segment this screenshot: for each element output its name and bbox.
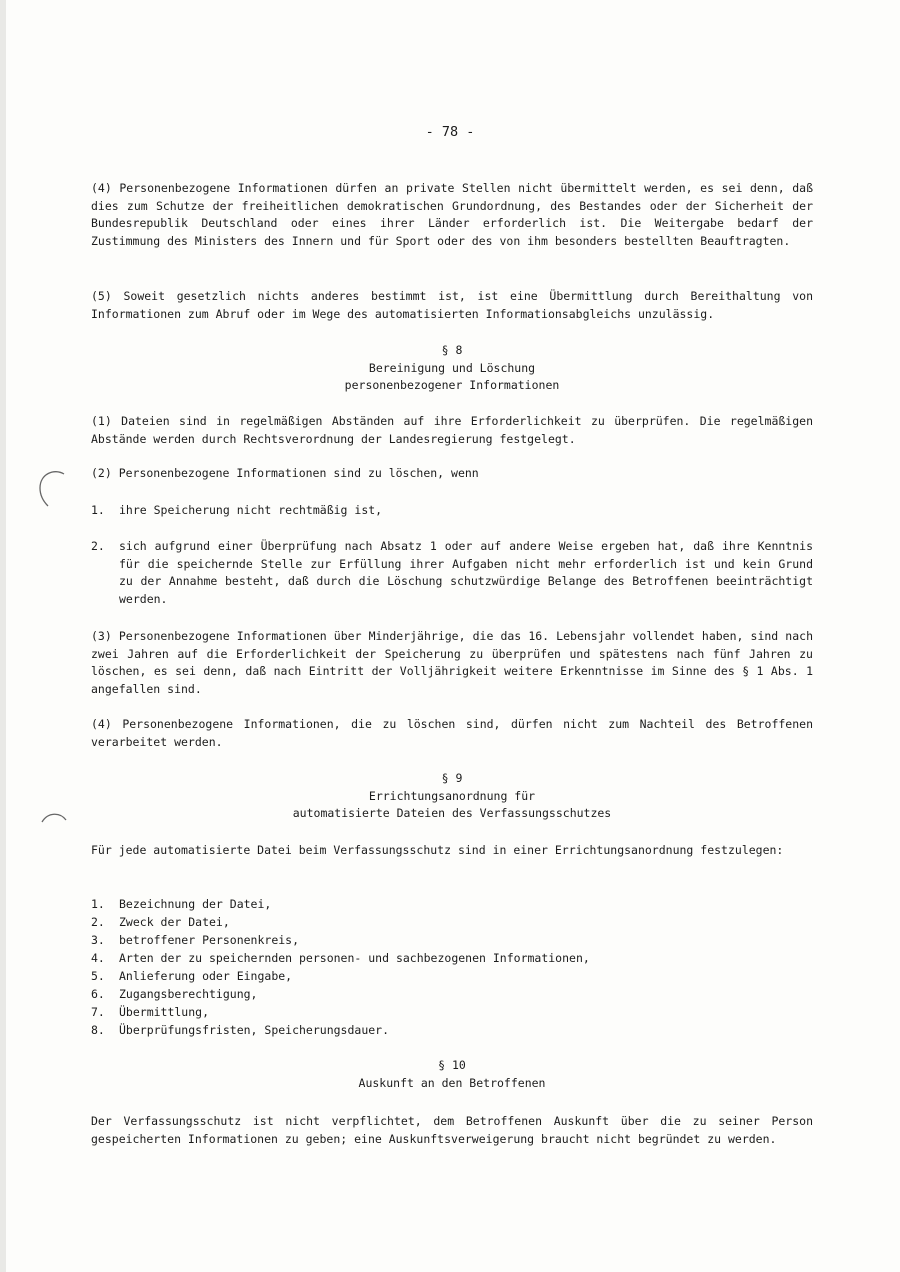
list-item-text: Zweck der Datei, (119, 915, 230, 929)
list-item (91, 967, 813, 985)
list-item (91, 913, 813, 931)
section-10-title-line1: Auskunft an den Betroffenen (358, 1075, 546, 1090)
section-8-number: § 8 (441, 343, 463, 357)
list-item-text: Zugangsberechtigung, (119, 987, 258, 1001)
list-item-number: 8. (91, 1023, 105, 1037)
list-item-text: Arten der zu speichernden personen- und sachbezogenen Informationen, (119, 951, 590, 965)
section-8-title-line1: Bereinigung und Löschung (368, 360, 536, 375)
list-item (91, 1021, 813, 1039)
list-item-number: 4. (91, 951, 105, 965)
list-item (91, 1003, 813, 1021)
list-item-number: 7. (91, 1005, 105, 1019)
section-9-heading (91, 770, 813, 823)
section-9-title-line2: automatisierte Dateien des Verfassungsschutzes (292, 806, 612, 821)
list-item (91, 985, 813, 1003)
list-item-number: 3. (91, 933, 105, 947)
section-9-intro: Für jede automatisierte Datei beim Verfassungsschutz sind in einer Errichtungsanordnung festzulegen: (91, 843, 784, 857)
list-item-number: 1. (91, 503, 105, 517)
punch-hole-mark-lower (36, 808, 70, 838)
list-item (91, 895, 813, 913)
list-item-text: Übermittlung, (119, 1005, 210, 1019)
list-item-number: 5. (91, 969, 105, 983)
section-9-list (91, 895, 813, 1039)
list-item-text: Bezeichnung der Datei, (119, 897, 272, 911)
section-9-number: § 9 (441, 771, 463, 785)
section-10-heading (91, 1057, 813, 1092)
list-item-number: 2. (91, 915, 105, 929)
list-item-number: 6. (91, 987, 105, 1001)
section-10-number: § 10 (438, 1058, 466, 1072)
paragraph-7-4: (4) Personenbezogene Informationen dürfen an private Stellen nicht übermittelt werden, es sei denn, daß dies zum Schutze der freiheitlichen demokratischen Grundordnung, des Bestandes oder der Sicherheit der Bundesrepublik Deutschland oder eines ihrer Länder erforderlich ist. Die Weitergabe bedarf der Zustimmung des Ministers des Innern und für Sport oder des von ihm besonders bestellten Beauftragten. (91, 181, 813, 248)
paragraph-7-5: (5) Soweit gesetzlich nichts anderes bestimmt ist, ist eine Übermittlung durch Bereithaltung von Informationen zum Abruf oder im Wege des automatisierten Informationsabgleichs unzulässig. (91, 289, 813, 321)
section-9-title-line1: Errichtungsanordnung für (368, 788, 536, 803)
list-item (91, 949, 813, 967)
section-8-paragraph-4: (4) Personenbezogene Informationen, die zu löschen sind, dürfen nicht zum Nachteil des Betroffenen verarbeitet werden. (91, 717, 813, 749)
punch-hole-mark-upper (34, 468, 68, 508)
section-8-title-line2: personenbezogener Informationen (344, 378, 560, 393)
list-item-text: Anlieferung oder Eingabe, (119, 969, 293, 983)
section-8-paragraph-2-intro: (2) Personenbezogene Informationen sind zu löschen, wenn (91, 466, 479, 480)
section-10-paragraph-1: Der Verfassungsschutz ist nicht verpflichtet, dem Betroffenen Auskunft über die zu seiner Person gespeicherten Informationen zu geben; eine Auskunftsverweigerung braucht nicht begründet zu werden. (91, 1114, 813, 1146)
list-item-number: 2. (91, 539, 105, 553)
list-item-text: sich aufgrund einer Überprüfung nach Absatz 1 oder auf andere Weise ergeben hat, daß ihre Kenntnis für die speichernde Stelle zur Erfüllung ihrer Aufgaben nicht mehr erforderlich ist und kein Grund zu der Annahme besteht, daß durch die Löschung schutzwürdige Belange des Betroffenen beeinträchtigt werden. (119, 539, 813, 606)
section-8-list-item (91, 502, 813, 520)
list-item-text: ihre Speicherung nicht rechtmäßig ist, (119, 503, 383, 517)
list-item-text: Überprüfungsfristen, Speicherungsdauer. (119, 1023, 390, 1037)
list-item-text: betroffener Personenkreis, (119, 933, 300, 947)
page-number: - 78 - (425, 124, 475, 140)
section-8-paragraph-3: (3) Personenbezogene Informationen über Minderjährige, die das 16. Lebensjahr vollendet haben, sind nach zwei Jahren auf die Erforderlichkeit der Speicherung zu überprüfen und spätestens nach fünf Jahren zu löschen, es sei denn, daß nach Eintritt der Volljährigkeit weitere Erkenntnisse im Sinne des § 1 Abs. 1 angefallen sind. (91, 629, 813, 696)
section-8-list-item (91, 538, 813, 608)
list-item-number: 1. (91, 897, 105, 911)
section-8-paragraph-1: (1) Dateien sind in regelmäßigen Abständen auf ihre Erforderlichkeit zu überprüfen. Die regelmäßigen Abstände werden durch Rechtsverordnung der Landesregierung festgelegt. (91, 414, 813, 446)
section-8-heading (91, 342, 813, 395)
list-item (91, 931, 813, 949)
scan-edge (0, 0, 6, 1272)
